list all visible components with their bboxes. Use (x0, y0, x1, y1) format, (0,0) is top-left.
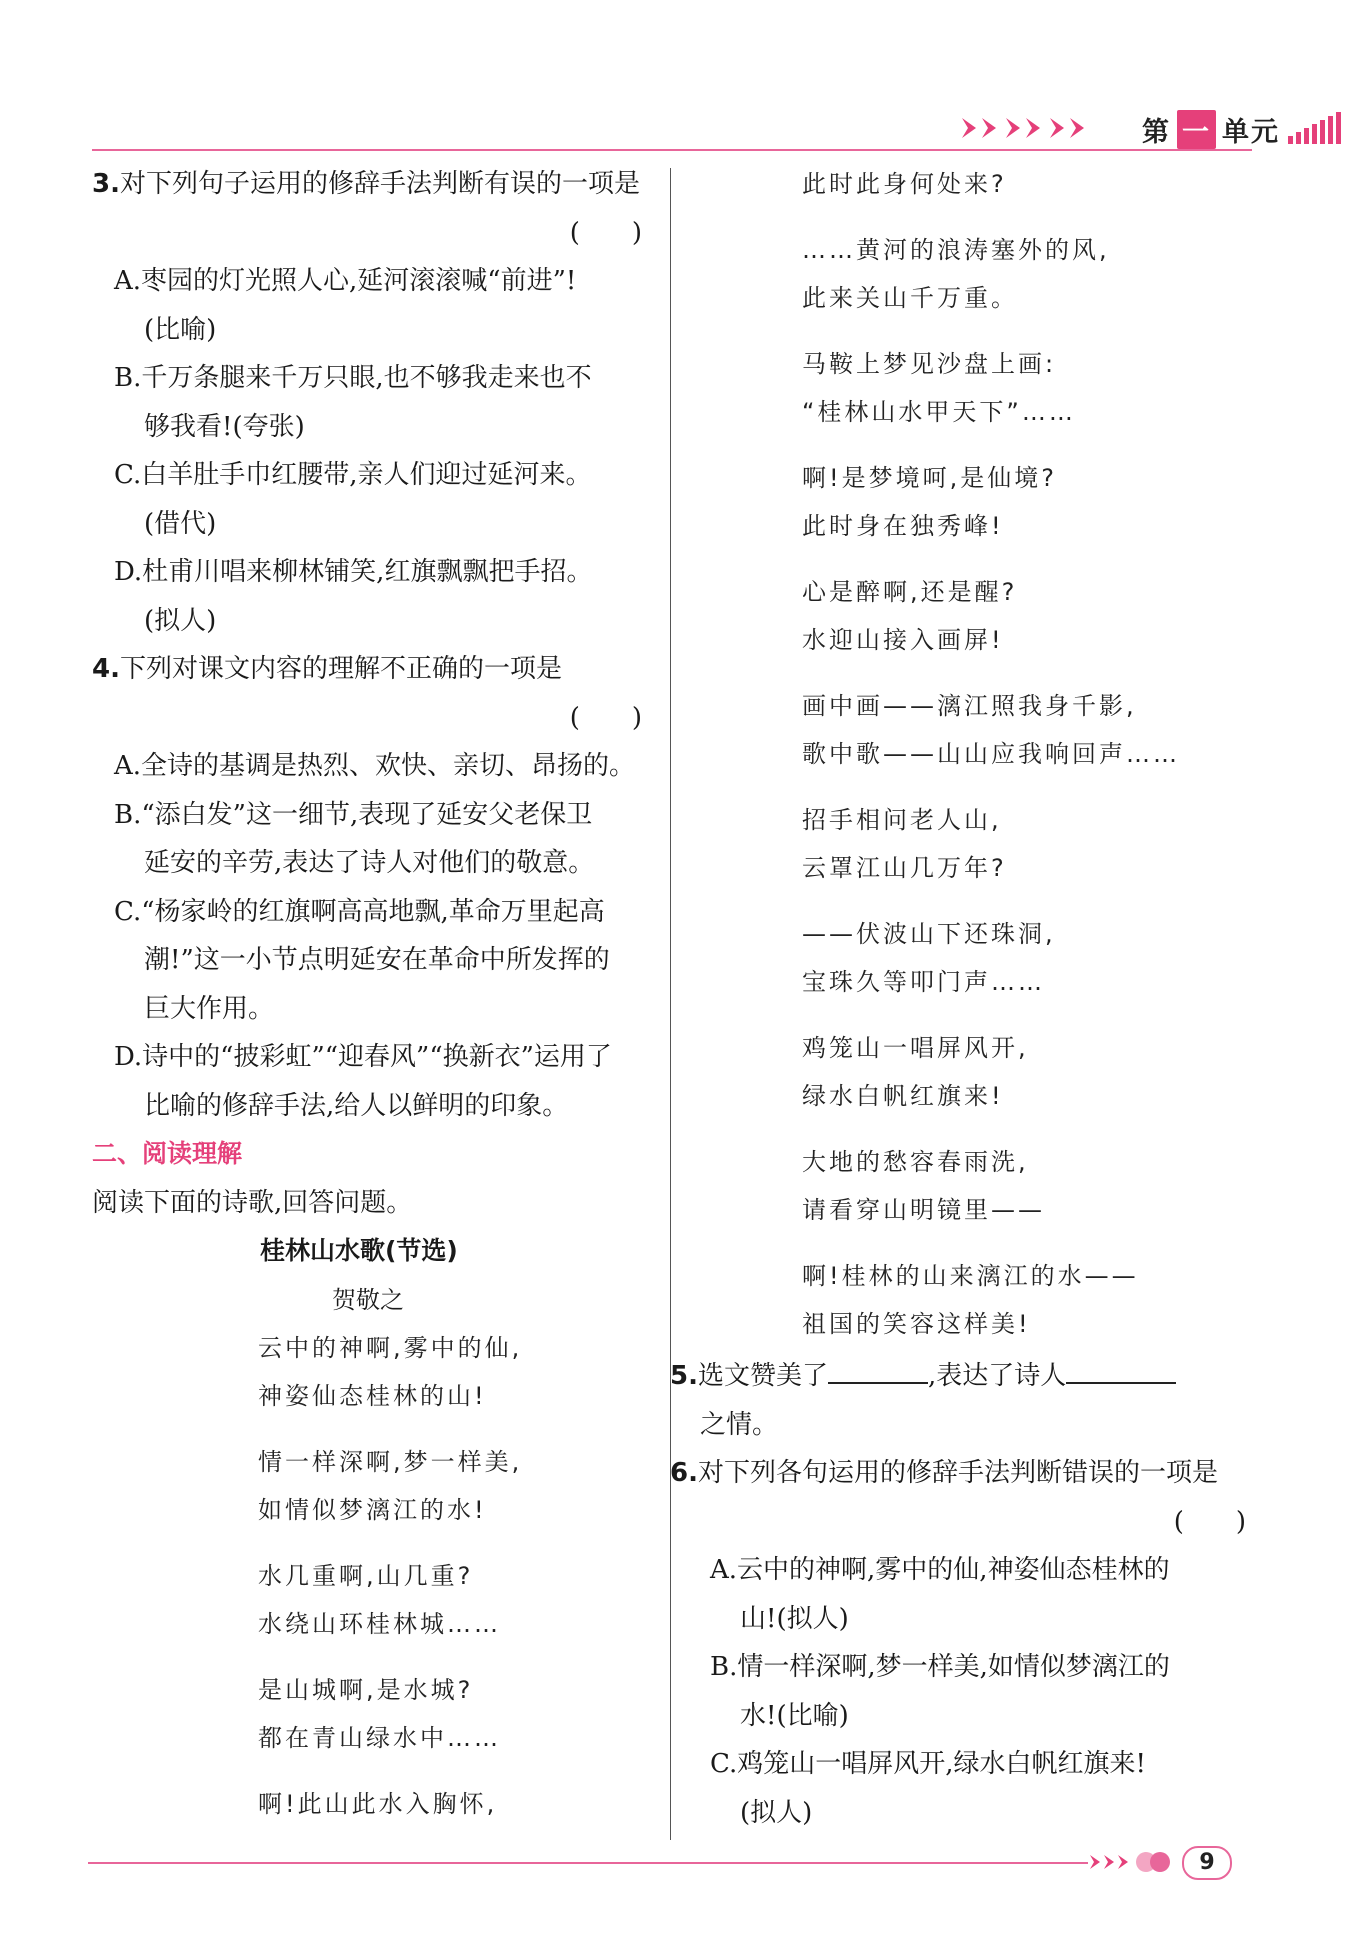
poem-stanza (688, 1252, 1256, 1348)
option-b: B.“添白发”这一细节,表现了延安父老保卫 (114, 799, 593, 830)
footer-rule (88, 1862, 1088, 1864)
option-a: A.云中的神啊,雾中的仙,神姿仙态桂林的 (710, 1555, 1170, 1585)
poem-line: 宝珠久等叩门声…… (802, 968, 1045, 996)
poem-stanza (92, 1666, 652, 1762)
poem-line: 此来关山千万重。 (802, 284, 1018, 312)
signal-bars-icon (1286, 108, 1346, 146)
question-number: 6. (670, 1458, 698, 1488)
answer-bracket[interactable]: ( ) (569, 217, 642, 248)
poem-line: 啊!是梦境呵,是仙境? (802, 464, 1057, 492)
poem-stanza (92, 1552, 652, 1648)
poem-stanza (688, 1024, 1256, 1120)
triple-arrow-icon (962, 114, 1124, 142)
poem-line: 神姿仙态桂林的山! (258, 1382, 487, 1410)
header-rule (92, 149, 1252, 151)
option-c-cont: 巨大作用。 (144, 993, 275, 1024)
poem-stanza (688, 454, 1256, 550)
poem-line: 情一样深啊,梦一样美, (258, 1448, 523, 1476)
poem-line: 水几重啊,山几重? (258, 1562, 474, 1590)
poem-line: 此时身在独秀峰! (802, 512, 1004, 540)
poem-line: 画中画——漓江照我身千影, (802, 692, 1137, 720)
poem-line: 云中的神啊,雾中的仙, (258, 1334, 523, 1362)
poem-line: 请看穿山明镜里—— (802, 1196, 1045, 1224)
question-text: ,表达了诗人 (927, 1361, 1067, 1391)
poem-line: 都在青山绿水中…… (258, 1724, 501, 1752)
option-b-cont: 够我看!(夸张) (144, 411, 305, 442)
page-number: 9 (1182, 1846, 1232, 1880)
poem-stanza (688, 160, 1256, 208)
option-b-cont: 延安的辛劳,表达了诗人对他们的敬意。 (144, 848, 595, 878)
poem-stanza (92, 1438, 652, 1534)
option-d: D.诗中的“披彩虹”“迎春风”“换新衣”运用了 (114, 1042, 612, 1072)
poem-stanza (92, 1780, 652, 1828)
poem-line: 招手相问老人山, (802, 806, 1002, 834)
poem-author: 贺敬之 (332, 1285, 404, 1314)
option-c-cont: (拟人) (740, 1797, 813, 1828)
question-text: 选文赞美了 (697, 1361, 828, 1391)
poem-right-part (688, 160, 1256, 1348)
unit-title (1142, 110, 1280, 149)
question-5 (670, 1352, 1256, 1449)
poem-line: 祖国的笑容这样美! (802, 1310, 1031, 1338)
answer-blank-1[interactable] (828, 1352, 928, 1384)
poem-line: 啊!此山此水入胸怀, (258, 1790, 498, 1818)
poem-stanza (688, 340, 1256, 436)
poem-title: 桂林山水歌(节选) (260, 1236, 458, 1265)
option-a: A.枣园的灯光照人心,延河滚滚喊“前进”! (114, 266, 577, 296)
page-header (92, 108, 1280, 152)
poem-left-part (92, 1324, 652, 1828)
unit-suffix: 单元 (1222, 117, 1280, 148)
option-a-cont: 山!(拟人) (740, 1603, 849, 1634)
poem-line: 马鞍上梦见沙盘上画: (802, 350, 1057, 378)
question-6 (670, 1449, 1256, 1837)
poem-line: ……黄河的浪涛塞外的风, (802, 236, 1110, 264)
question-3 (92, 160, 652, 645)
right-column (670, 160, 1256, 1837)
option-d: D.杜甫川唱来柳林铺笑,红旗飘飘把手招。 (114, 557, 593, 587)
option-b: B.情一样深啊,梦一样美,如情似梦漓江的 (710, 1652, 1170, 1682)
poem-stanza (688, 682, 1256, 778)
question-text-cont: 之情。 (700, 1409, 779, 1440)
poem-line: 心是醉啊,还是醒? (802, 578, 1018, 606)
poem-stanza (688, 568, 1256, 664)
poem-line: 此时此身何处来? (802, 170, 1007, 198)
poem-stanza (688, 1138, 1256, 1234)
option-d-cont: 比喻的修辞手法,给人以鲜明的印象。 (144, 1090, 569, 1121)
poem-stanza (92, 1324, 652, 1420)
question-stem: 对下列句子运用的修辞手法判断有误的一项是 (119, 169, 640, 199)
answer-blank-2[interactable] (1066, 1352, 1176, 1384)
option-b-cont: 水!(比喻) (740, 1700, 849, 1731)
unit-number: 一 (1177, 110, 1216, 149)
answer-bracket[interactable]: ( ) (569, 702, 642, 733)
option-c-cont: (借代) (144, 508, 217, 539)
question-4 (92, 645, 652, 1130)
poem-line: 水迎山接入画屏! (802, 626, 1004, 654)
poem-stanza (688, 226, 1256, 322)
poem-line: 歌中歌——山山应我响回声…… (802, 740, 1180, 768)
column-divider (670, 168, 671, 1840)
option-c: C.鸡笼山一唱屏风开,绿水白帆红旗来! (710, 1749, 1146, 1779)
question-number: 3. (92, 169, 120, 199)
unit-prefix: 第 (1142, 117, 1171, 148)
poem-line: 绿水白帆红旗来! (802, 1082, 1004, 1110)
question-number: 5. (670, 1361, 698, 1391)
poem-line: 是山城啊,是水城? (258, 1676, 474, 1704)
option-a: A.全诗的基调是热烈、欢快、亲切、昂扬的。 (114, 751, 636, 781)
option-b: B.千万条腿来千万只眼,也不够我走来也不 (114, 363, 592, 393)
reading-instruction: 阅读下面的诗歌,回答问题。 (92, 1187, 413, 1218)
section-title: 二、阅读理解 (92, 1139, 243, 1168)
option-a-cont: (比喻) (144, 314, 217, 345)
poem-line: 鸡笼山一唱屏风开, (802, 1034, 1029, 1062)
footer-arrows-icon (1090, 1846, 1180, 1878)
poem-line: 啊!桂林的山来漓江的水—— (802, 1262, 1139, 1290)
poem-line: 云罩江山几万年? (802, 854, 1007, 882)
question-number: 4. (92, 654, 120, 684)
poem-line: 大地的愁容春雨洗, (802, 1148, 1029, 1176)
question-stem: 下列对课文内容的理解不正确的一项是 (119, 654, 562, 684)
left-column (92, 160, 652, 1846)
poem-line: 水绕山环桂林城…… (258, 1610, 501, 1638)
option-c-cont: 潮!”这一小节点明延安在革命中所发挥的 (144, 945, 610, 975)
poem-line: ——伏波山下还珠洞, (802, 920, 1056, 948)
question-stem: 对下列各句运用的修辞手法判断错误的一项是 (697, 1458, 1218, 1488)
poem-line: 如情似梦漓江的水! (258, 1496, 487, 1524)
option-c: C.“杨家岭的红旗啊高高地飘,革命万里起高 (114, 896, 605, 927)
poem-stanza (688, 910, 1256, 1006)
option-c: C.白羊肚手巾红腰带,亲人们迎过延河来。 (114, 460, 592, 490)
answer-bracket[interactable]: ( ) (1173, 1506, 1246, 1537)
poem-line: “桂林山水甲天下”…… (802, 398, 1076, 426)
poem-stanza (688, 796, 1256, 892)
option-d-cont: (拟人) (144, 605, 217, 636)
